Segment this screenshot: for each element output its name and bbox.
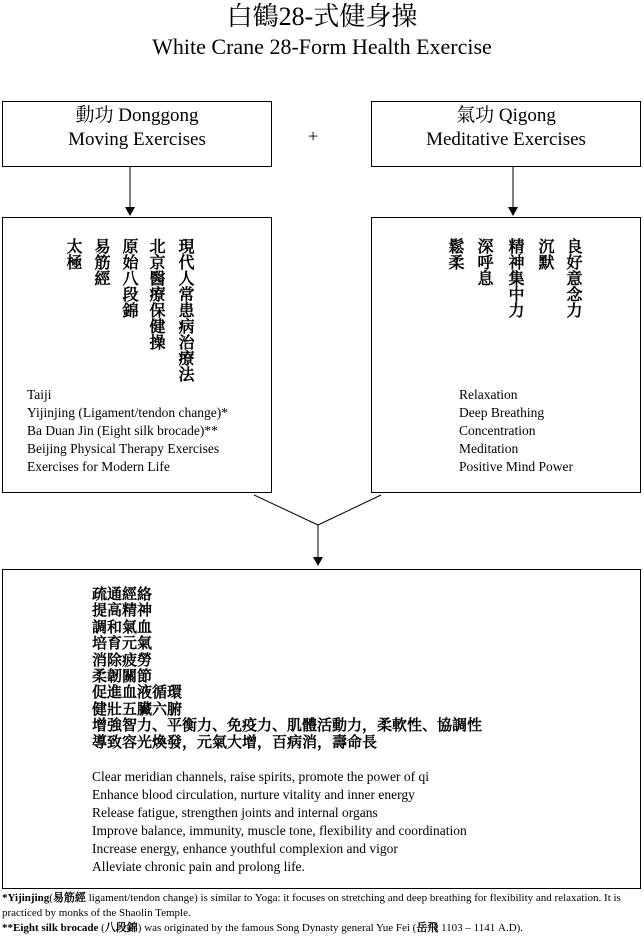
list-item: Ba Duan Jin (Eight silk brocade)**: [27, 423, 218, 438]
meditative-exercises-list: [459, 386, 573, 476]
footnote-text: ligament/tendon change) is similar to Yoga: it focuses on stretching and deep breathing for flexibility and relaxation. It is practiced by monks of the Shaolin Temple.: [2, 892, 621, 919]
donggong-title: 動功 Donggong: [75, 105, 199, 126]
list-item: Meditation: [459, 441, 519, 456]
plus-sign: +: [308, 126, 319, 146]
list-item: 提高精神: [92, 603, 153, 620]
vertical-label-baduanjin: 原始八段錦: [120, 238, 137, 318]
vertical-label-beijing: 北京醫療保健操: [147, 238, 164, 350]
list-item: Exercises for Modern Life: [27, 459, 170, 474]
list-item: Deep Breathing: [459, 405, 545, 420]
qigong-subtitle: Meditative Exercises: [426, 129, 586, 150]
list-item: Alleviate chronic pain and prolong life.: [92, 859, 305, 874]
list-item: Positive Mind Power: [459, 459, 574, 474]
footnote-name-zh: 岳飛: [416, 922, 439, 934]
meditative-exercises-box: [371, 217, 641, 493]
footnote-eight-silk-brocade: **Eight silk brocade (八段錦) was originated by the famous Song Dynasty general Yue Fei (岳飛 1103 – 1141 A.D).: [2, 922, 524, 934]
list-item: Beijing Physical Therapy Exercises: [27, 441, 220, 456]
moving-exercises-list: [27, 386, 228, 476]
list-item: 促進血液循環: [92, 685, 183, 702]
list-item: Taiji: [27, 387, 52, 402]
right-arrow-head: [508, 207, 518, 216]
list-item: Release fatigue, strengthen joints and internal organs: [92, 805, 378, 820]
merge-line-left: [254, 495, 318, 525]
vertical-label-mind-power: 良好意念力: [564, 238, 581, 318]
vertical-label-relaxation: 鬆柔: [446, 238, 463, 270]
merge-line-right: [318, 495, 381, 525]
list-item: Yijinjing (Ligament/tendon change)*: [27, 405, 228, 420]
footnote-yijinjing: *Yijinjing(易筋經 ligament/tendon change) is similar to Yoga: it focuses on stretching and deep breathing for flexibility and relaxation. It is practiced by monks of the Shaolin Temple.: [2, 892, 621, 919]
qigong-header-box: [371, 101, 641, 167]
vertical-label-taiji: 太極: [64, 238, 81, 270]
list-item: 消除疲勞: [92, 652, 153, 669]
donggong-subtitle: Moving Exercises: [68, 129, 206, 150]
vertical-label-concentration: 精神集中力: [506, 238, 523, 318]
list-item: Improve balance, immunity, muscle tone, flexibility and coordination: [92, 823, 467, 838]
list-item: Enhance blood circulation, nurture vitality and inner energy: [92, 787, 415, 802]
qigong-title: 氣功 Qigong: [456, 105, 556, 126]
footnote-text: ) was originated by the famous Song Dynasty general Yue Fei (: [137, 922, 417, 934]
list-item: Clear meridian channels, raise spirits, promote the power of qi: [92, 769, 430, 784]
vertical-label-meditation: 沉默: [536, 238, 553, 270]
list-item: 健壯五臟六腑: [92, 701, 183, 718]
list-item: 導致容光煥發，元氣大增，百病消，壽命長: [92, 734, 378, 751]
donggong-header-box: [2, 101, 272, 167]
moving-exercises-box: [2, 217, 272, 493]
list-item: Increase energy, enhance youthful complexion and vigor: [92, 841, 398, 856]
benefits-chinese-list: [92, 587, 482, 751]
list-item: 疏通經絡: [92, 587, 153, 603]
title-chinese: 白鶴28-式健身操: [226, 2, 418, 31]
vertical-label-deep-breathing: 深呼息: [475, 238, 492, 286]
vertical-label-yijinjing: 易筋經: [92, 238, 109, 286]
vertical-label-modern: 現代人常患病治療法: [176, 238, 193, 382]
footnote-term: *Yijinjing: [2, 892, 50, 904]
merge-arrow-head: [313, 557, 323, 566]
list-item: Concentration: [459, 423, 536, 438]
footnote-term-zh: 易筋經: [52, 892, 86, 904]
title-english: White Crane 28-Form Health Exercise: [152, 34, 492, 59]
list-item: 調和氣血: [92, 619, 153, 636]
footnote-term: **Eight silk brocade: [2, 922, 99, 934]
footnote-term-zh: 八段錦: [104, 922, 138, 934]
list-item: 柔韌關節: [92, 669, 153, 686]
benefits-english-list: [92, 768, 467, 876]
list-item: 增強智力、平衡力、免疫力、肌體活動力，柔軟性、協調性: [92, 718, 483, 735]
footnote-dates: 1103 – 1141 A.D).: [438, 922, 524, 934]
list-item: Relaxation: [459, 387, 518, 402]
left-arrow-head: [125, 207, 135, 216]
list-item: 培育元氣: [92, 636, 153, 653]
